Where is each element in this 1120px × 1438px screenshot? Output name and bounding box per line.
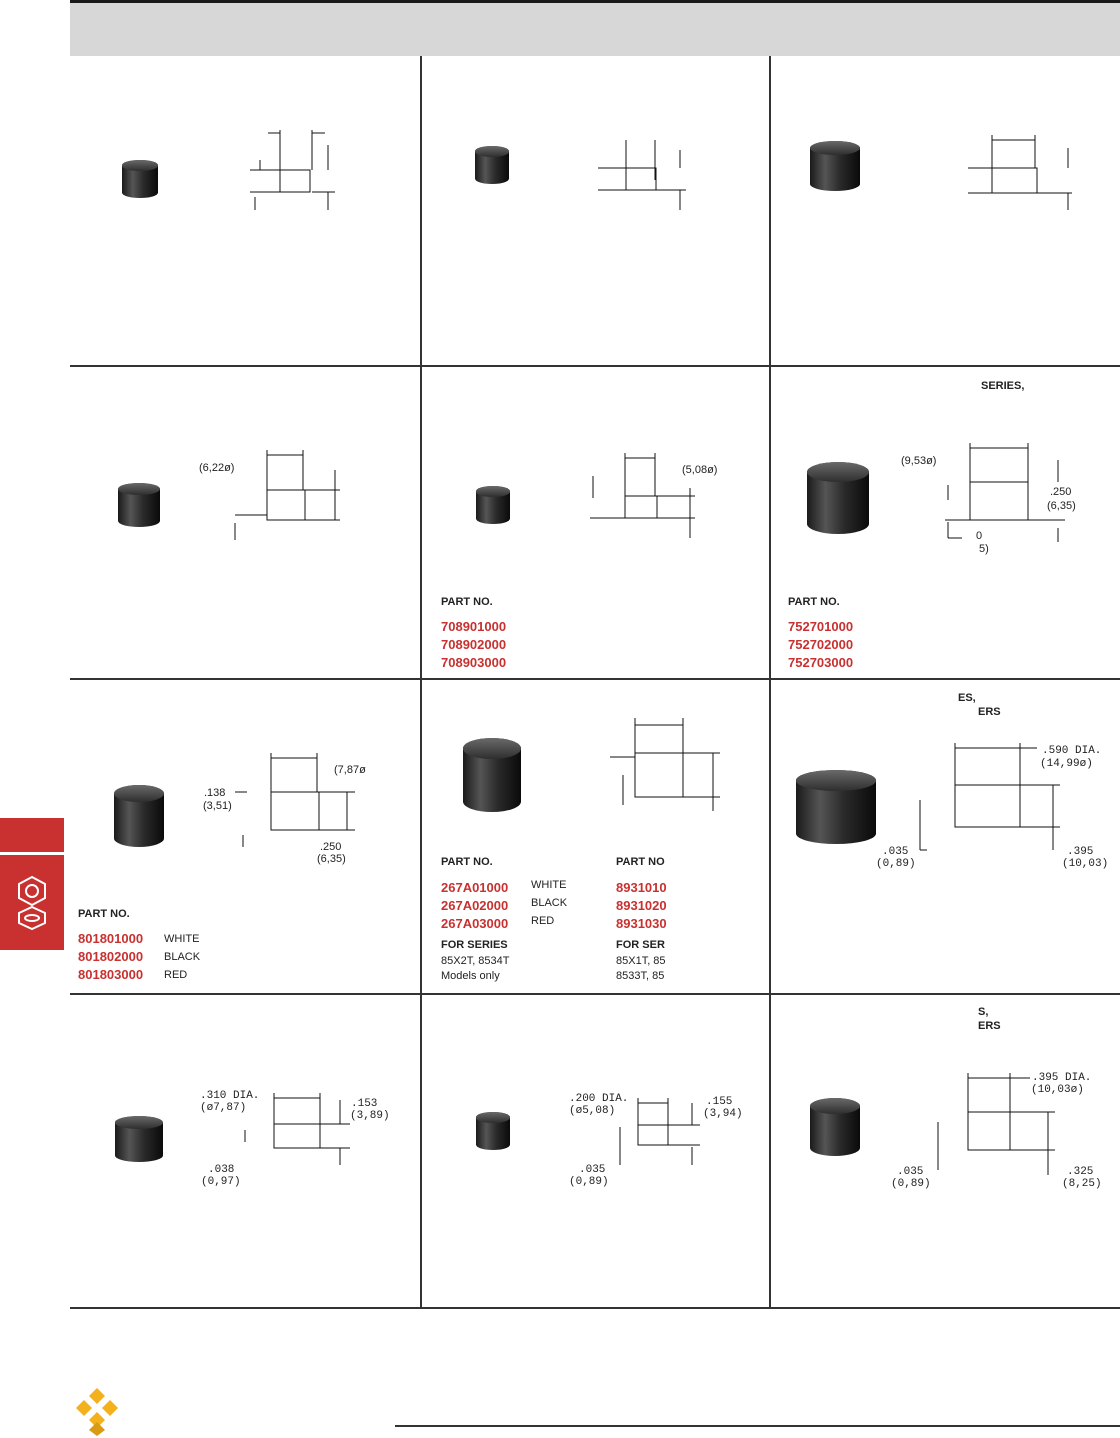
part-number: 8931010 (616, 880, 667, 895)
part-no-heading: PART NO. (78, 908, 130, 920)
knob-cap-image (114, 785, 164, 847)
dimension-label: .138 (204, 787, 226, 799)
dimension-label: .153 (351, 1098, 378, 1110)
dimension-label: .035 (882, 846, 909, 858)
dimension-drawing (240, 125, 340, 215)
series-list (441, 954, 510, 984)
dimension-label: (0,89) (569, 1176, 609, 1188)
dimension-label: (10,03ø) (1031, 1084, 1084, 1096)
part-number: 752702000 (788, 637, 854, 652)
part-number: 708902000 (441, 637, 507, 652)
dimension-drawing (225, 445, 355, 545)
dimension-drawing (605, 715, 725, 815)
part-number: 708901000 (441, 619, 507, 634)
dimension-label: .155 (706, 1096, 733, 1108)
part-number: 267A01000 (441, 880, 509, 895)
knob-cap-image (122, 160, 158, 198)
color-name: WHITE (531, 879, 567, 891)
row-divider (70, 678, 1120, 680)
dimension-label: .200 DIA. (569, 1093, 629, 1105)
series-heading: ERS (978, 1020, 1001, 1032)
dimension-label: (0,89) (876, 858, 916, 870)
dimension-label: (7,87ø (334, 764, 366, 776)
part-number: 708903000 (441, 655, 507, 670)
side-tab-accent (0, 818, 64, 852)
part-number: 267A02000 (441, 898, 509, 913)
dimension-label: (9,53ø) (901, 455, 937, 467)
dimension-label: (6,22ø) (199, 462, 235, 474)
hex-nut-icon (14, 873, 50, 933)
dimension-label: (3,94) (703, 1108, 743, 1120)
dimension-label: .590 DIA. (1042, 745, 1102, 757)
dimension-label: (ø7,87) (200, 1102, 247, 1114)
knob-cap-image (810, 141, 860, 191)
color-name: RED (531, 915, 555, 927)
dimension-label: .035 (579, 1164, 606, 1176)
company-logo-icon (72, 1386, 122, 1438)
series-list (616, 954, 666, 984)
knob-cap-image (807, 462, 869, 534)
part-number-list (788, 618, 853, 672)
dimension-drawing (235, 750, 360, 850)
knob-cap-image (118, 483, 160, 527)
dimension-label: .250 (320, 841, 342, 853)
knob-cap-image (476, 486, 510, 524)
part-number: 8931020 (616, 898, 667, 913)
dimension-drawing (930, 1070, 1065, 1180)
series-heading: S, (978, 1006, 989, 1018)
knob-cap-image (810, 1098, 860, 1156)
dimension-label: (0,89) (891, 1178, 931, 1190)
dimension-label: (ø5,08) (569, 1105, 616, 1117)
dimension-label: (3,89) (350, 1110, 390, 1122)
row-divider (70, 1307, 1120, 1309)
column-divider (420, 56, 422, 1308)
dimension-label: .038 (208, 1164, 235, 1176)
dimension-drawing (585, 448, 705, 543)
part-no-heading: PART NO. (441, 856, 493, 868)
dimension-label: 0 (976, 530, 983, 542)
dimension-drawing (240, 1090, 360, 1170)
color-list (531, 876, 567, 930)
part-number-list (78, 930, 143, 984)
series-line: 8533T, 85 (616, 970, 665, 982)
color-name: WHITE (164, 933, 200, 945)
color-list (164, 930, 200, 984)
dimension-label: (8,25) (1062, 1178, 1102, 1190)
dimension-label: (0,97) (201, 1176, 241, 1188)
dimension-label: .310 DIA. (200, 1090, 260, 1102)
part-number: 267A03000 (441, 916, 509, 931)
dimension-label: .395 (1067, 846, 1094, 858)
part-number: 8931030 (616, 916, 667, 931)
part-number-list (441, 618, 506, 672)
part-number: 752701000 (788, 619, 854, 634)
knob-cap-image (463, 738, 521, 812)
row-divider (70, 993, 1120, 995)
color-name: RED (164, 969, 188, 981)
part-no-heading: PART NO. (441, 596, 493, 608)
series-heading: ES, (958, 692, 976, 704)
dimension-label: .325 (1067, 1166, 1094, 1178)
dimension-label: .035 (897, 1166, 924, 1178)
dimension-label: (5,08ø) (682, 464, 718, 476)
dimension-label: (6,35) (317, 853, 346, 865)
dimension-drawing (940, 440, 1070, 545)
dimension-label: .250 (1050, 486, 1072, 498)
part-number: 801801000 (78, 931, 144, 946)
color-name: BLACK (164, 951, 201, 963)
series-line: 85X1T, 85 (616, 955, 666, 967)
dimension-drawing (590, 135, 700, 215)
part-number: 801802000 (78, 949, 144, 964)
part-number: 801803000 (78, 967, 144, 982)
dimension-drawing (610, 1095, 720, 1170)
header-bar (70, 0, 1120, 56)
part-number-list (441, 879, 508, 933)
knob-cap-image (796, 770, 876, 844)
knob-cap-image (115, 1116, 163, 1162)
series-heading: FOR SERIES (441, 939, 508, 951)
dimension-label: .395 DIA. (1032, 1072, 1092, 1084)
row-divider (70, 365, 1120, 367)
series-heading: FOR SER (616, 939, 665, 951)
part-number-list (616, 879, 667, 933)
color-name: BLACK (531, 897, 568, 909)
dimension-label: (3,51) (203, 800, 232, 812)
column-divider (769, 56, 771, 1308)
series-line: 85X2T, 8534T (441, 955, 510, 967)
knob-cap-image (475, 146, 509, 184)
dimension-label: (14,99ø) (1040, 758, 1093, 770)
part-no-heading: PART NO. (788, 596, 840, 608)
series-heading: ERS (978, 706, 1001, 718)
footer-rule (395, 1425, 1120, 1427)
dimension-label: (10,03) (1062, 858, 1109, 870)
part-number: 752703000 (788, 655, 854, 670)
series-line: Models only (441, 970, 500, 982)
knob-cap-image (476, 1112, 510, 1150)
part-no-heading: PART NO (616, 856, 665, 868)
dimension-drawing (960, 130, 1080, 215)
dimension-label: (6,35) (1047, 500, 1076, 512)
side-tab[interactable] (0, 855, 64, 950)
dimension-drawing (915, 740, 1065, 855)
dimension-label: 5) (979, 543, 989, 555)
series-heading: SERIES, (981, 380, 1025, 392)
